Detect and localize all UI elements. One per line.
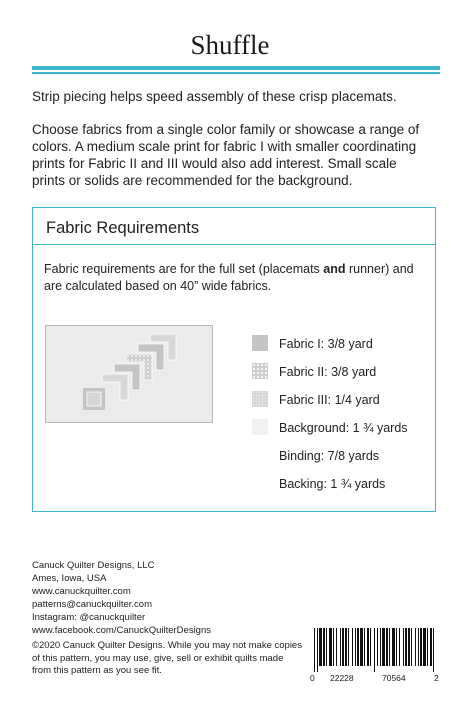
placemat-illustration [46, 326, 212, 422]
fabric-requirements-box [32, 207, 436, 512]
backing-label: Backing: 1 ¾ yards [279, 477, 386, 491]
intro-line: Strip piecing helps speed assembly of these crisp placemats. [32, 89, 397, 104]
fabric-i-swatch [252, 335, 268, 351]
barcode-group-2: 70564 [382, 673, 406, 683]
barcode-digit-left: 0 [310, 673, 315, 683]
note-text-bold: and [323, 262, 346, 276]
fabric-requirements-header [33, 208, 435, 245]
barcode-bars [310, 628, 440, 672]
email-link[interactable]: patterns@canuckquilter.com [32, 599, 153, 610]
fabric-iii-swatch [252, 391, 268, 407]
background-label: Background: 1 ¾ yards [279, 421, 408, 435]
chevron-strips [102, 334, 176, 400]
note-text-start: Fabric requirements are for the full set (placemats [44, 262, 324, 276]
fabric-i-label: Fabric I: 3/8 yard [279, 337, 373, 351]
barcode-group-1: 22228 [330, 673, 354, 683]
company-name: Canuck Quilter Designs, LLC [32, 560, 155, 571]
intro-paragraph: Choose fabrics from a single color family or showcase a range of colors. A medium scale print for fabric I with smaller coordinating prints for Fabric II and III would also add interest. Small scale prints or solids are recommended for the background. [32, 122, 420, 188]
title-rule-thin [32, 72, 440, 74]
fabric-requirements-heading: Fabric Requirements [46, 219, 200, 237]
note-text-end: runner) and are calculated based on 40” wide fabrics. [44, 262, 414, 293]
binding-label: Binding: 7/8 yards [279, 449, 380, 463]
page-title: Shuffle [190, 30, 270, 60]
instagram-handle[interactable]: Instagram: @canuckquilter [32, 612, 146, 623]
background-swatch [252, 419, 268, 435]
title-rule [32, 66, 440, 70]
fabric-ii-swatch [252, 363, 268, 379]
fabric-iii-label: Fabric III: 1/4 yard [279, 393, 380, 407]
company-location: Ames, Iowa, USA [32, 573, 107, 584]
placemat-diagram [45, 325, 213, 423]
facebook-link[interactable]: www.facebook.com/CanuckQuilterDesigns [32, 625, 211, 636]
fabric-ii-label: Fabric II: 3/8 yard [279, 365, 377, 379]
website-link[interactable]: www.canuckquilter.com [32, 586, 131, 597]
fabric-requirements-note [44, 261, 414, 295]
copyright-notice: ©2020 Canuck Quilter Designs. While you may not make copies of this pattern, you may use, give, sell or exhibit quilts made from this pattern as you see fit. [32, 640, 302, 676]
barcode-digit-right: 2 [434, 673, 439, 683]
barcode [310, 628, 440, 672]
corner-block-inner [87, 392, 101, 406]
